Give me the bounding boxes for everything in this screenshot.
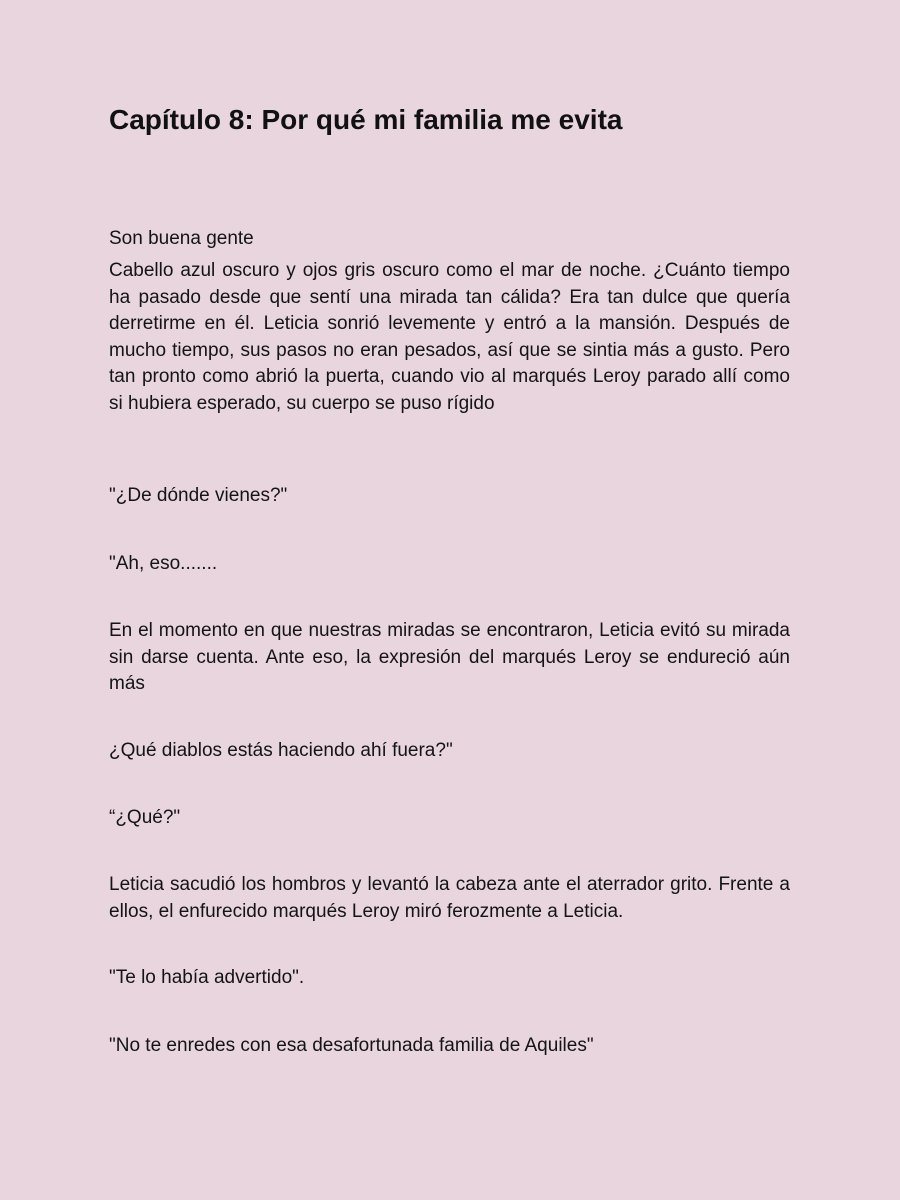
paragraph-10: "No te enredes con esa desafortunada familia de Aquiles" <box>109 1035 594 1056</box>
paragraph-5: En el momento en que nuestras miradas se encontraron, Leticia evitó su mirada sin darse cuenta. Ante eso, la expresión del marqués Leroy se endureció aún más <box>109 620 790 694</box>
paragraph-6: ¿Qué diablos estás haciendo ahí fuera?" <box>109 740 453 761</box>
paragraph-9: "Te lo había advertido". <box>109 967 305 988</box>
paragraph-1: Son buena gente <box>109 228 254 249</box>
chapter-title: Capítulo 8: Por qué mi familia me evita <box>109 104 623 135</box>
paragraph-8: Leticia sacudió los hombros y levantó la cabeza ante el aterrador grito. Frente a ellos, el enfurecido marqués Leroy miró ferozmente a Leticia. <box>109 874 790 922</box>
paragraph-4: "Ah, eso....... <box>109 553 218 574</box>
paragraph-2: Cabello azul oscuro y ojos gris oscuro como el mar de noche. ¿Cuánto tiempo ha pasado desde que sentí una mirada tan cálida? Era tan dulce que quería derretirme en él. Leticia sonrió levemente y entró a la mansión. Después de mucho tiempo, sus pasos no eran pesados, así que se sintia más a gusto. Pero tan pronto como abrió la puerta, cuando vio al marqués Leroy parado allí como si hubiera esperado, su cuerpo se puso rígido <box>109 260 790 414</box>
paragraph-7: “¿Qué?" <box>109 807 181 828</box>
paragraph-3: "¿De dónde vienes?" <box>109 485 288 506</box>
